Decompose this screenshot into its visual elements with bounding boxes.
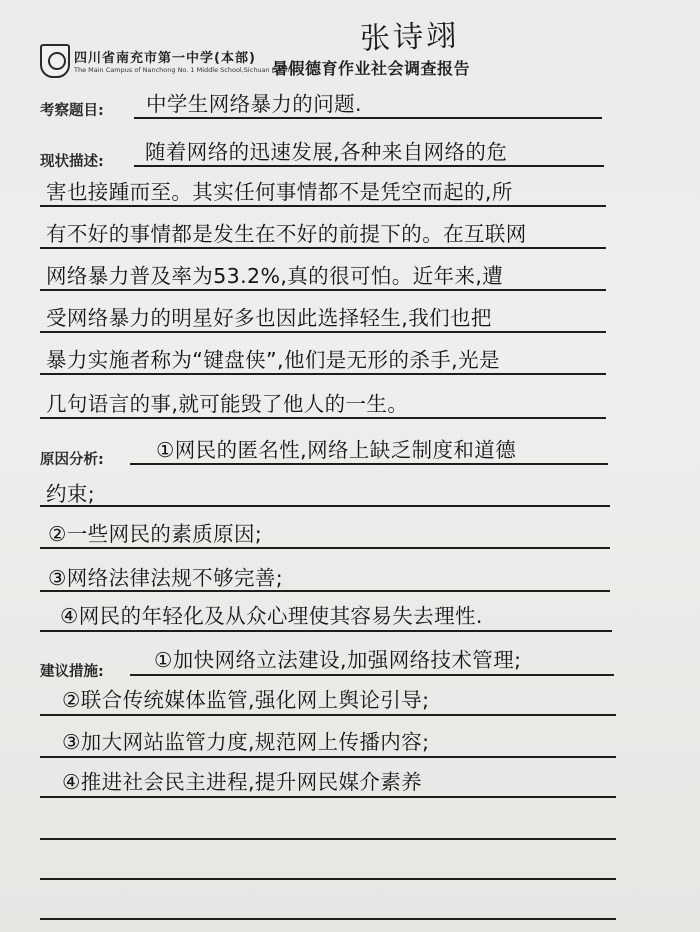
rule-line	[40, 373, 606, 375]
topic-text: 中学生网络暴力的问题.	[146, 92, 362, 116]
cause-line: 约束;	[46, 482, 96, 506]
rule-line	[40, 205, 606, 207]
rule-line	[130, 463, 608, 465]
rule-line	[134, 165, 604, 167]
school-name-english: The Main Campus of Nanchong No. 1 Middle School,Sichuan Province	[74, 66, 300, 74]
suggestion-line: ③加大网站监管力度,规范网上传播内容;	[62, 730, 430, 754]
rule-line	[40, 714, 616, 716]
rule-line	[40, 838, 616, 840]
cause-line: ④网民的年轻化及从众心理使其容易失去理性.	[60, 604, 483, 628]
rule-line	[40, 505, 610, 507]
document-title: 暑假德育作业社会调查报告	[272, 59, 471, 78]
rule-line	[40, 547, 610, 549]
cause-line: ③网络法律法规不够完善;	[48, 566, 284, 590]
rule-line	[40, 918, 616, 920]
status-line: 有不好的事情都是发生在不好的前提下的。在互联网	[46, 222, 527, 246]
rule-line	[40, 878, 616, 880]
status-line: 网络暴力普及率为53.2%,真的很可怕。近年来,遭	[46, 264, 504, 288]
status-label: 现状描述:	[40, 154, 104, 170]
status-line: 受网络暴力的明星好多也因此选择轻生,我们也把	[46, 306, 492, 330]
rule-line	[40, 331, 606, 333]
rule-line	[130, 674, 614, 676]
school-name: 四川省南充市第一中学(本部)	[74, 51, 256, 66]
rule-line	[40, 756, 616, 758]
suggestion-line: ①加快网络立法建设,加强网络技术管理;	[154, 648, 522, 672]
rule-line	[40, 247, 606, 249]
status-line: 暴力实施者称为“键盘侠”,他们是无形的杀手,光是	[46, 348, 500, 372]
status-line: 害也接踵而至。其实任何事情都不是凭空而起的,所	[46, 180, 513, 204]
cause-line: ①网民的匿名性,网络上缺乏制度和道德	[156, 438, 517, 462]
rule-line	[40, 289, 606, 291]
rule-line	[40, 417, 606, 419]
suggestion-line: ②联合传统媒体监管,强化网上舆论引导;	[62, 688, 430, 712]
topic-label: 考察题目:	[40, 103, 104, 119]
status-line: 随着网络的迅速发展,各种来自网络的危	[145, 140, 508, 164]
suggestion-label: 建议措施:	[40, 664, 104, 680]
suggestion-line: ④推进社会民主进程,提升网民媒介素养	[62, 770, 423, 794]
rule-line	[40, 590, 610, 592]
rule-line	[40, 796, 616, 798]
school-emblem-icon	[40, 44, 70, 78]
rule-line	[40, 630, 612, 632]
rule-line	[134, 117, 602, 119]
cause-line: ②一些网民的素质原因;	[48, 522, 263, 546]
status-line: 几句语言的事,就可能毁了他人的一生。	[46, 392, 409, 416]
student-name: 张诗翊	[359, 18, 460, 57]
cause-label: 原因分析:	[40, 452, 104, 468]
